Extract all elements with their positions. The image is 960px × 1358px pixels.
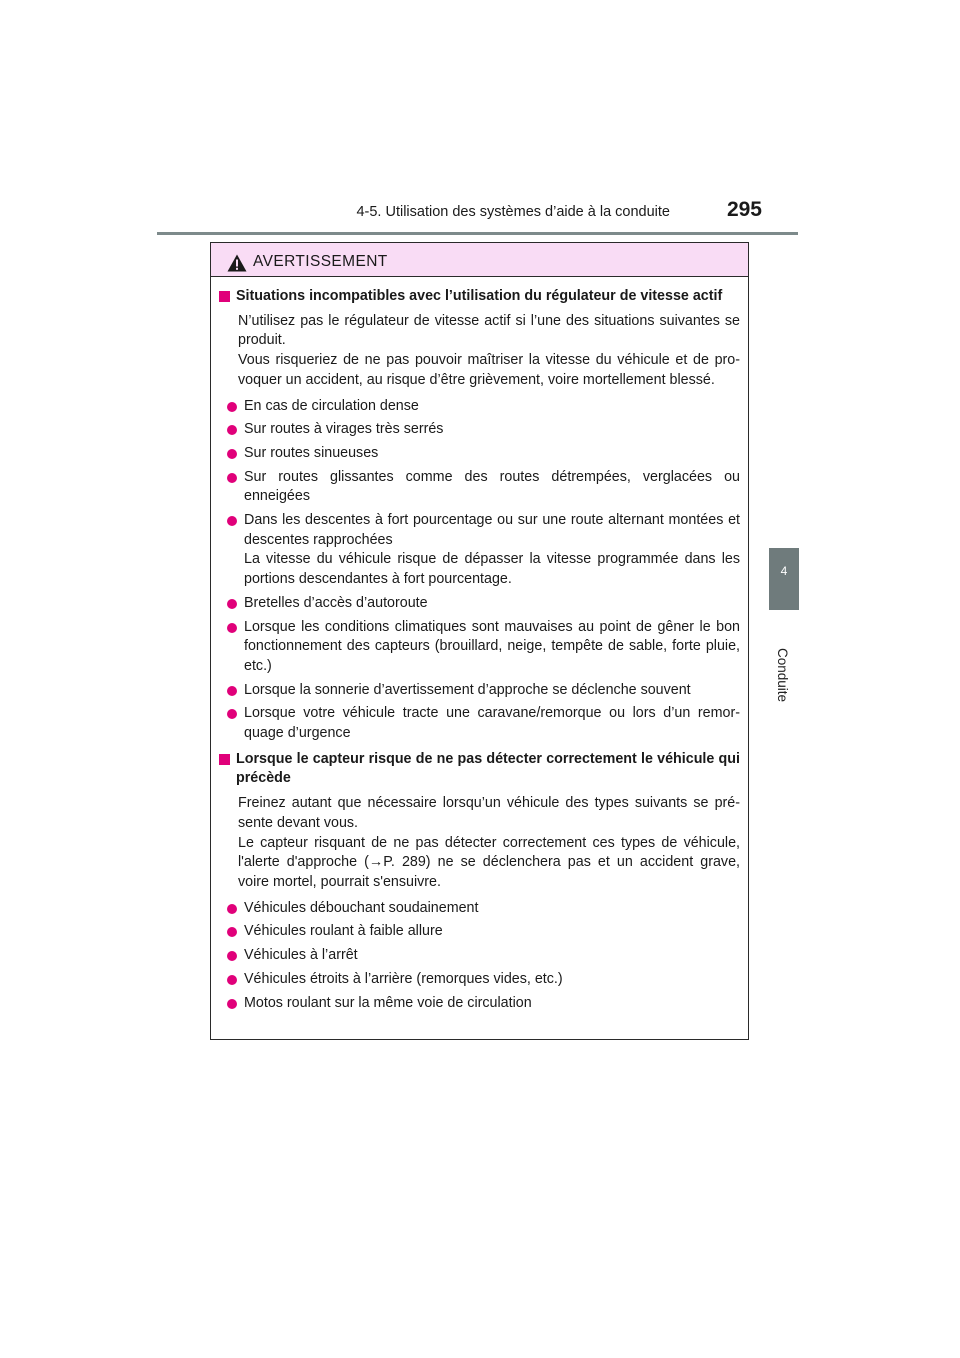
bullet-dot [227,599,237,609]
warning-box [210,242,749,1040]
list-item-text: Lorsque la sonnerie d’avertissement d’approche se déclenche souvent [244,681,691,698]
warning-body [211,277,748,1013]
list-item [219,946,740,966]
list-item-text: Lorsque les conditions climatiques sont mauvaises au point de gêner le bon fonctionnement des capteurs (brouillard, neige, tempête de sable, forte pluie, etc.) [244,618,740,674]
section-heading [219,287,740,307]
list-item [219,994,740,1014]
bullet-dot [227,516,237,526]
list-item [219,618,740,677]
list-item [219,468,740,507]
bullet-dot [227,402,237,412]
list-item-text: Véhicules débouchant soudainement [244,899,479,916]
bullet-dot [227,623,237,633]
list-item [219,970,740,990]
list-item-text: Sur routes à virages très serrés [244,421,444,438]
warning-header [211,243,748,277]
chapter-number: 4 [780,564,788,578]
section-marker [219,291,230,302]
section-heading [219,750,740,789]
warning-title: AVERTISSEMENT [253,253,388,270]
list-item [219,511,740,590]
list-item-text: Bretelles d’accès d’autoroute [244,594,428,611]
bullet-dot [227,951,237,961]
list-item-text: En cas de circulation dense [244,397,419,414]
section-marker [219,754,230,765]
list-item [219,594,740,614]
list-item [219,397,740,417]
list-item [219,444,740,464]
paragraph: Vous risqueriez de ne pas pouvoir maîtriser la vitesse du véhicule et de pro-voquer un accident, au risque d’être grièvement, voire mortellement blessé. [238,352,740,388]
paragraph: N’utilisez pas le régulateur de vitesse actif si l’une des situations suivantes se produit. [238,312,740,349]
chapter-tab[interactable] [769,548,799,610]
page-number: 295 [726,198,762,221]
list-item-line: Dans les descentes à fort pourcentage ou sur une route alternant montées et descentes rapprochées [244,512,740,548]
list-item [219,420,740,440]
list-item-text [244,511,740,590]
list-item-text: Véhicules étroits à l’arrière (remorques vides, etc.) [244,970,563,987]
list-item-text: Véhicules roulant à faible allure [244,923,443,940]
list-item [219,899,740,919]
warning-triangle-icon [227,254,247,272]
header-rule [157,232,798,235]
bullet-dot [227,449,237,459]
bullet-dot [227,999,237,1009]
bullet-dot [227,473,237,483]
paragraph: Freinez autant que nécessaire lorsqu’un véhicule des types suivants se pré-sente devant vous. [238,795,740,831]
bullet-dot [227,904,237,914]
list-item-text: Motos roulant sur la même voie de circulation [244,994,532,1011]
bullet-dot [227,425,237,435]
chapter-label: Conduite [775,648,790,703]
bullet-dot [227,686,237,696]
list-item [219,704,740,743]
list-item-text: Sur routes glissantes comme des routes détrempées, verglacées ou enneigées [244,468,740,505]
list-item-text: Sur routes sinueuses [244,444,379,461]
section-title: Situations incompatibles avec l’utilisation du régulateur de vitesse actif [236,288,723,304]
section-header: 4-5. Utilisation des systèmes d’aide à la conduite [356,204,670,220]
bullet-dot [227,927,237,937]
list-item-text: Véhicules à l’arrêt [244,947,358,964]
bullet-dot [227,975,237,985]
list-item [219,922,740,942]
list-item [219,681,740,701]
list-item-text: Lorsque votre véhicule tracte une caravane/remorque ou lors d’un remor-quage d’urgence [244,705,740,742]
bullet-dot [227,709,237,719]
section-title: Lorsque le capteur risque de ne pas détecter correctement le véhicule qui précède [236,750,740,787]
list-item-line: La vitesse du véhicule risque de dépasser la vitesse programmée dans les portions descendantes à fort pourcentage. [244,551,740,588]
paragraph: Le capteur risquant de ne pas détecter correctement ces types de véhicule, l'alerte d'approche (→P. 289) ne se déclenchera pas et un accident grave, voire mortel, pourrait s'ensuivre. [238,834,740,890]
